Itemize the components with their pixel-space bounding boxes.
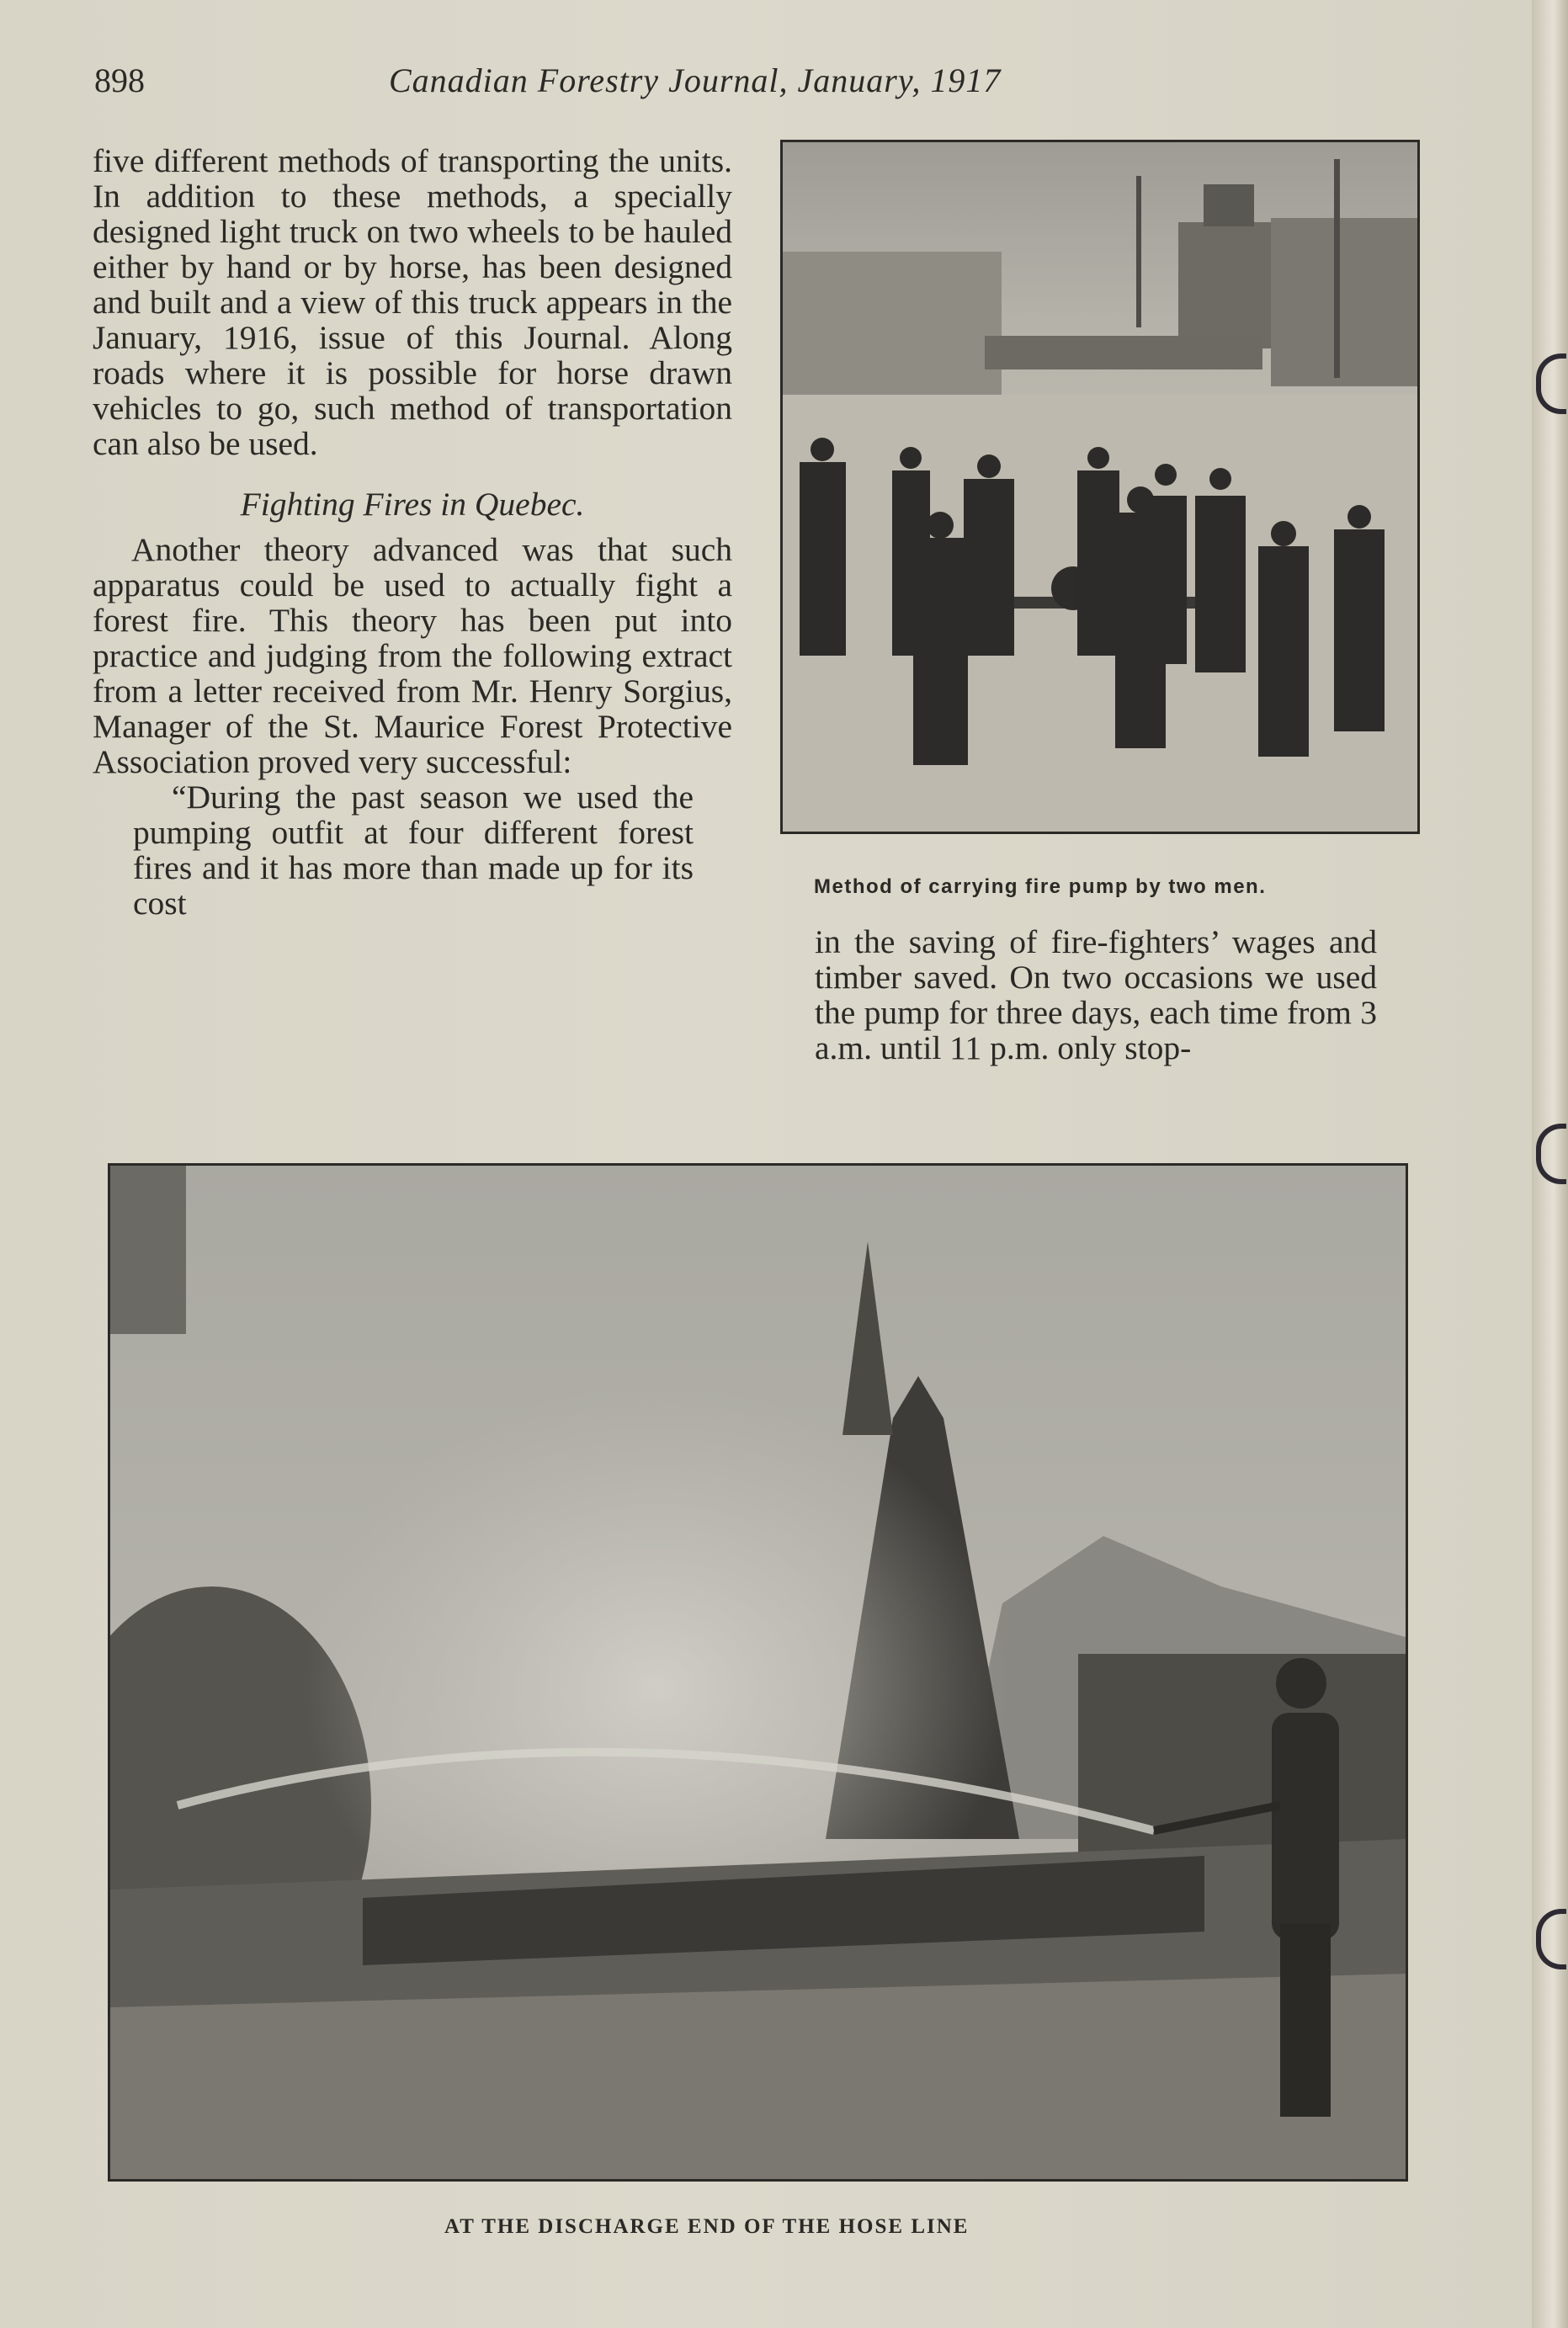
- right-column: [815, 924, 1377, 1066]
- figure-caption: AT THE DISCHARGE END OF THE HOSE LINE: [444, 2215, 970, 2238]
- figure-caption: Method of carrying fire pump by two men.: [814, 875, 1267, 898]
- page-header: [94, 61, 1129, 111]
- quotation: “During the past season we used the pumping outfit at four different forest fires and it has more than made up for its cost: [133, 779, 694, 922]
- section-heading: Fighting Fires in Quebec.: [240, 486, 585, 523]
- paragraph: Another theory advanced was that such apparatus could be used to actually fight a forest fire. This theory has been put into practice and judging from the following extract from a letter received from Mr. Henry Sorgius, Manager of the St. Maurice Forest Protective Association proved very successful:: [93, 531, 732, 780]
- paragraph: in the saving of fire-fighters’ wages and timber saved. On two occasions we used the pump for three days, each time from 3 a.m. until 11 p.m. only stop-: [815, 923, 1377, 1066]
- running-head: Canadian Forestry Journal, January, 1917: [389, 61, 1002, 99]
- left-column: [93, 143, 732, 921]
- photo-men-carrying-pump: [780, 140, 1420, 834]
- photo-hose-line: [108, 1163, 1408, 2182]
- paragraph: five different methods of transporting the units. In addition to these methods, a specially designed light truck on two wheels to be hauled either by hand or by horse, has been designed and built and a view of this truck appears in the January, 1916, issue of this Journal. Along roads where it is possible for horse drawn vehicles to go, such method of transportation can also be used.: [93, 142, 732, 462]
- photo-illustration: [783, 142, 1417, 832]
- page-number: 898: [94, 61, 145, 99]
- photo-illustration: [110, 1166, 1406, 2179]
